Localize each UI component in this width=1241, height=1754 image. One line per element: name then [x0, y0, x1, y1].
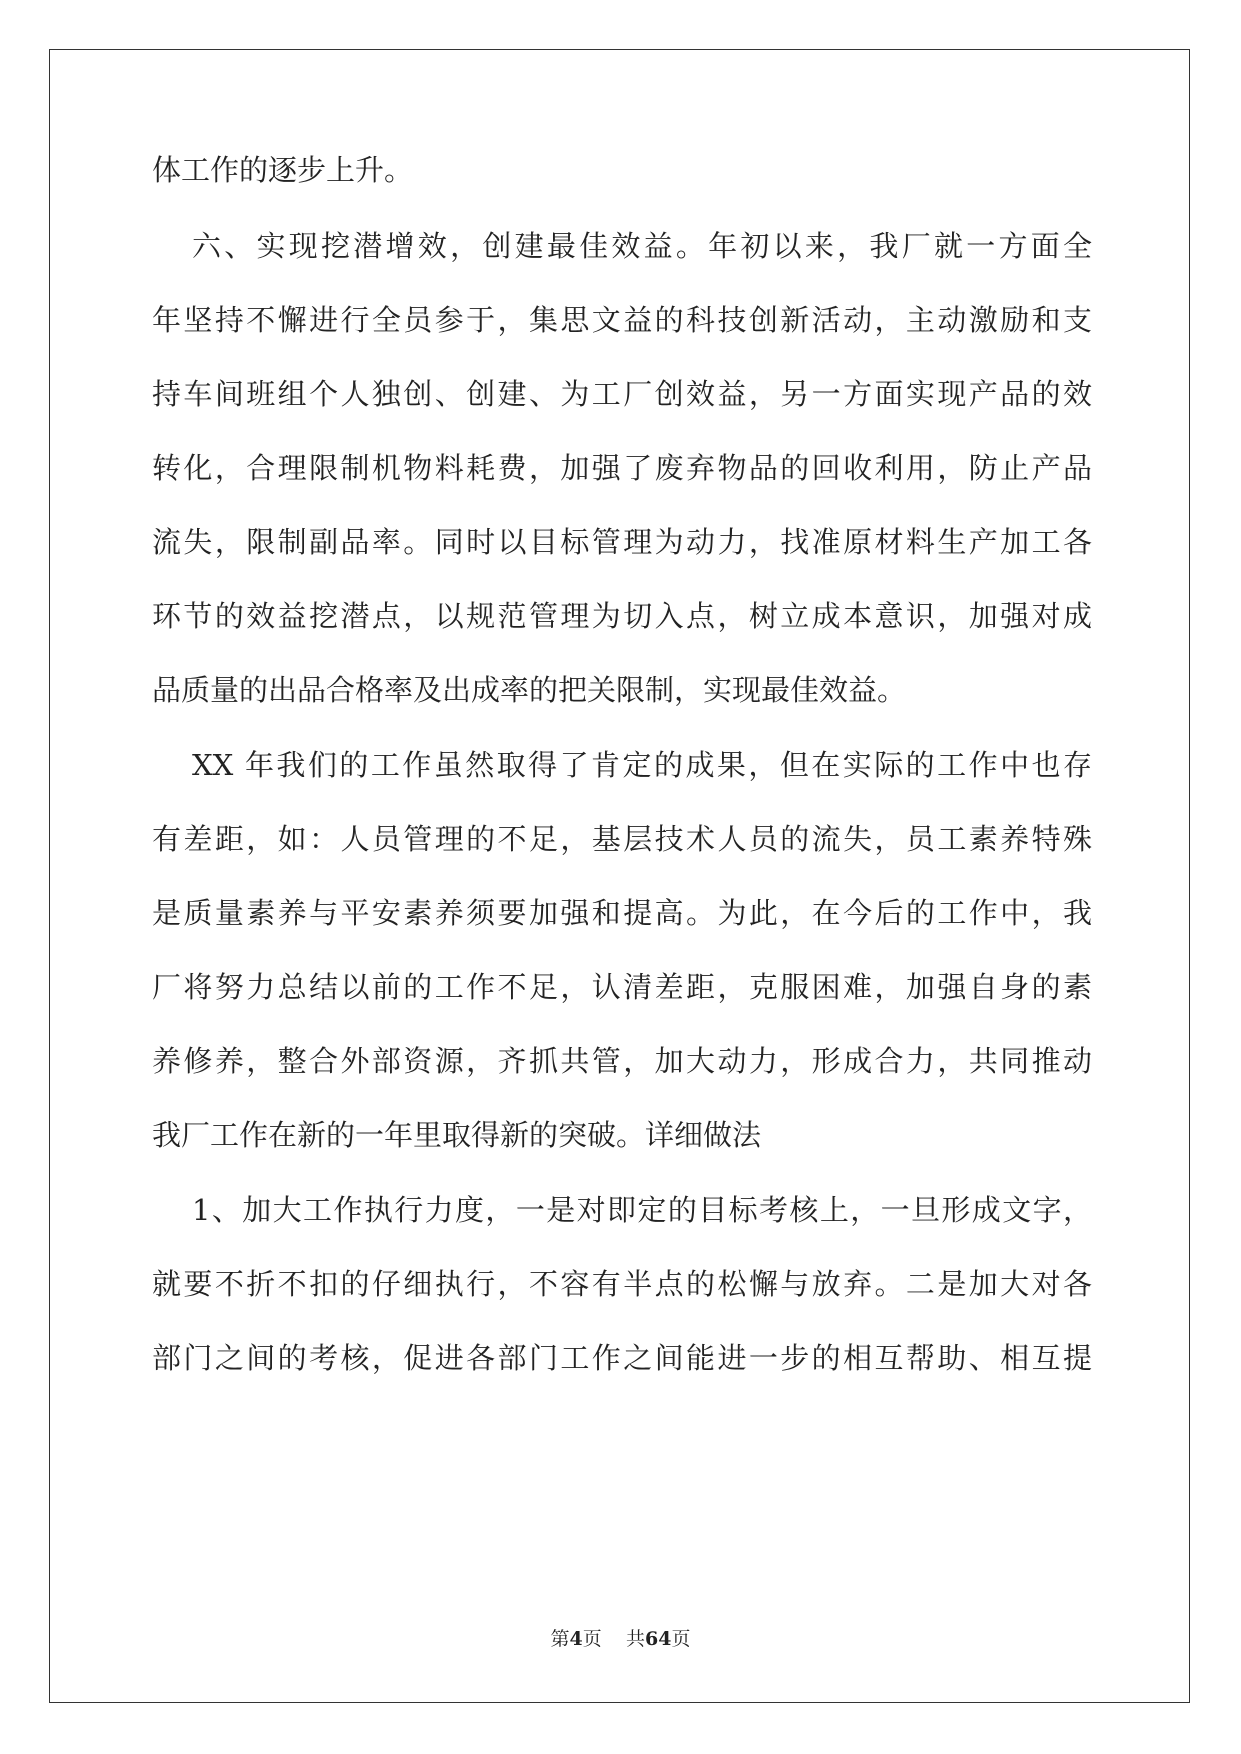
total-suffix: 页 [671, 1628, 691, 1650]
page-prefix: 第 [550, 1628, 570, 1650]
paragraph-first-line: 六、实现挖潜增效，创建最佳效益。年初以来，我厂就一方面全 [192, 229, 1092, 263]
page-suffix: 页 [582, 1628, 602, 1650]
text-line: 环节的效益挖潜点，以规范管理为切入点，树立成本意识，加强对成 [152, 599, 1092, 633]
text-line: 转化，合理限制机物料耗费，加强了废弃物品的回收利用，防止产品 [152, 451, 1092, 485]
page-total-number: 64 [644, 1628, 672, 1650]
text-line: 年坚持不懈进行全员参于，集思文益的科技创新活动，主动激励和支 [152, 303, 1092, 337]
paragraph-first-line: 1、加大工作执行力度，一是对即定的目标考核上，一旦形成文字， [192, 1193, 1092, 1227]
text-line: 是质量素养与平安素养须要加强和提高。为此，在今后的工作中，我 [152, 896, 1092, 930]
page-current-number: 4 [569, 1628, 583, 1650]
page-footer [0, 1627, 1241, 1651]
text-line: 厂将努力总结以前的工作不足，认清差距，克服困难，加强自身的素 [152, 970, 1092, 1004]
text-line: 部门之间的考核，促进各部门工作之间能进一步的相互帮助、相互提 [152, 1341, 1092, 1375]
text-line: 养修养，整合外部资源，齐抓共管，加大动力，形成合力，共同推动 [152, 1044, 1092, 1078]
text-line: 就要不折不扣的仔细执行，不容有半点的松懈与放弃。二是加大对各 [152, 1267, 1092, 1301]
text-line: 流失，限制副品率。同时以目标管理为动力，找准原材料生产加工各 [152, 525, 1092, 559]
paragraph-first-line: XX 年我们的工作虽然取得了肯定的成果，但在实际的工作中也存 [192, 748, 1092, 782]
text-line: 持车间班组个人独创、创建、为工厂创效益，另一方面实现产品的效 [152, 377, 1092, 411]
page-border [49, 49, 1190, 1703]
text-line: 有差距，如：人员管理的不足，基层技术人员的流失，员工素养特殊 [152, 822, 1092, 856]
text-line: 品质量的出品合格率及出成率的把关限制，实现最佳效益。 [152, 673, 907, 707]
text-line: 我厂工作在新的一年里取得新的突破。详细做法 [152, 1118, 762, 1152]
total-prefix: 共 [625, 1628, 645, 1650]
text-line: 体工作的逐步上升。 [152, 153, 414, 187]
